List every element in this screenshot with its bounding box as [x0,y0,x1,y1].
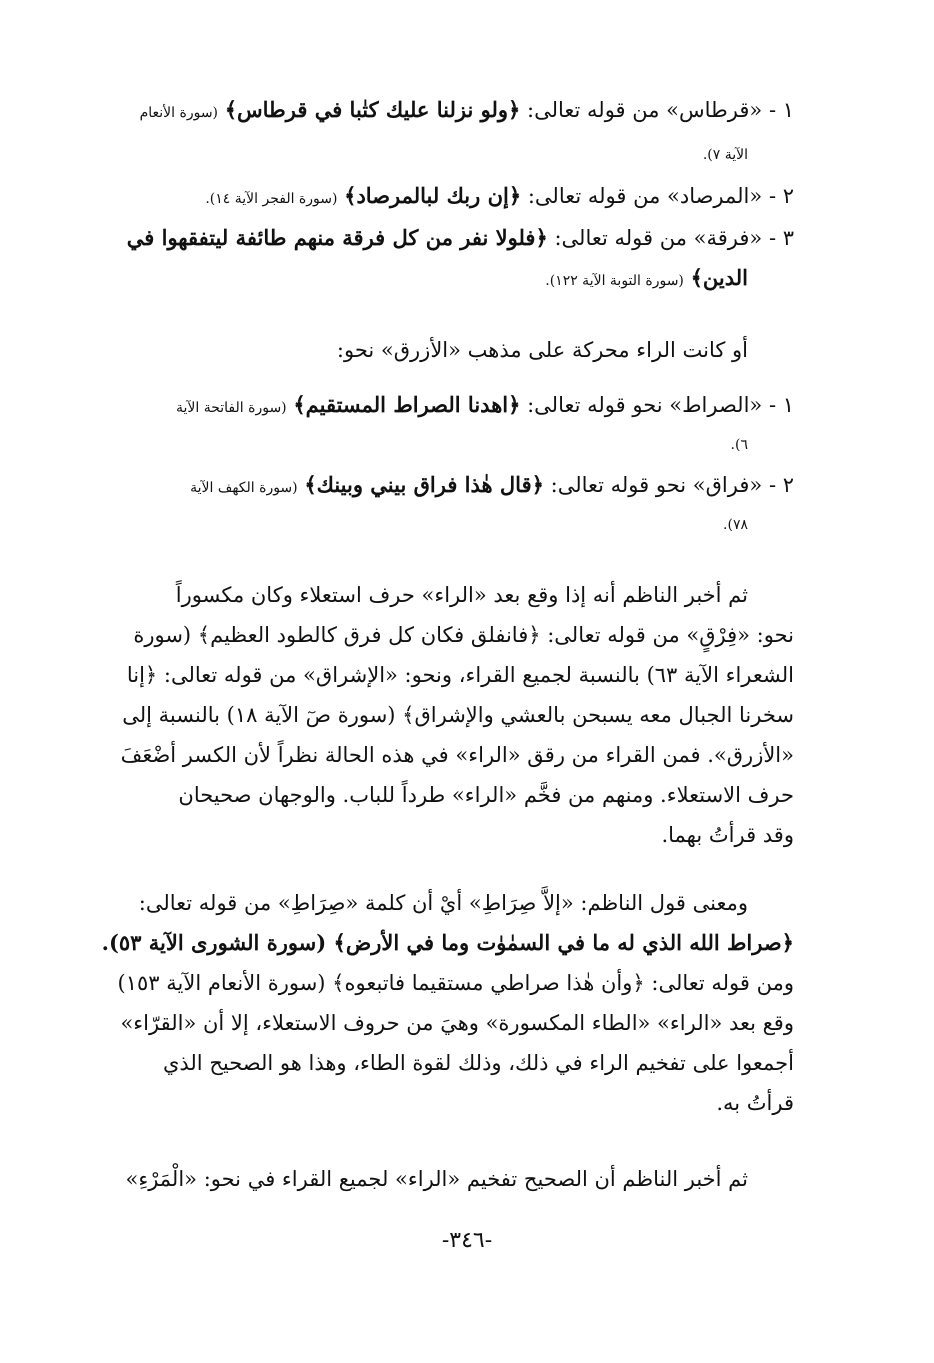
paragraph-line: الشعراء الآية ٦٣) بالنسبة لجميع القراء، ونحو: «الإشراق» من قوله تعالى: ﴿إنا [126,663,794,687]
item-head: «قرطاس» من قوله تعالى: [527,98,763,122]
paragraph-line: وقد قرأتُ بهما. [661,823,794,847]
list-item [104,470,794,503]
verse-reference: (سورة الفاتحة الآية [176,400,287,416]
verse-quote: ﴿إن ربك لبالمرصاد﴾ [344,183,522,208]
paragraph-line: ومعنى قول الناظم: «إلاَّ صِرَاطِ» أيْ أن كلمة «صِرَاطِ» من قوله تعالى: [138,891,748,915]
verse-reference-cont: ٦). [730,437,748,453]
paragraph-line: «الأزرق». فمن القراء من رقق «الراء» في هذه الحالة نظراً لأن الكسر أضْعَفَ [120,743,794,767]
paragraph-line: قرأتُ به. [716,1091,794,1115]
paragraph-line: ومن قوله تعالى: ﴿وأن هٰذا صراطي مستقيما فاتبعوه﴾ (سورة الأنعام الآية ١٥٣) [117,971,794,995]
verse-quote: ﴿قال هٰذا فراق بيني وبينك﴾ [304,472,544,497]
paragraph-line: ثم أخبر الناظم أن الصحيح تفخيم «الراء» لجميع القراء في نحو: «الْمَرْءِ» [125,1167,748,1191]
verse-quote: ﴿اهدنا الصراط المستقيم﴾ [293,392,521,417]
paragraph-line: أجمعوا على تفخيم الراء في ذلك، وذلك لقوة الطاء، وهذا هو الصحيح الذي [162,1051,794,1075]
page-number: -٣٤٦- [441,1228,493,1253]
list-item [104,95,794,128]
item-number: ١ - [768,393,794,417]
list-item-continuation [104,140,794,170]
item-head: «الصراط» نحو قوله تعالى: [527,393,763,417]
intro-text: أو كانت الراء محركة على مذهب «الأزرق» نحو: [336,338,748,362]
paragraph-line: سخرنا الجبال معه يسبحن بالعشي والإشراق﴾ (سورة صٓ الآية ١٨) بالنسبة إلى [122,703,794,727]
item-number: ٢ - [768,184,794,208]
list-item [104,390,794,423]
item-head: «فرقة» من قوله تعالى: [554,226,763,250]
verse-reference: (سورة الكهف الآية [190,480,298,496]
item-head: «المرصاد» من قوله تعالى: [527,184,763,208]
item-number: ٣ - [768,226,794,250]
verse-reference: (سورة التوبة الآية ١٢٢). [545,273,684,289]
paragraph-line: حرف الاستعلاء. ومنهم من فخَّم «الراء» طرداً للباب. والوجهان صحيحان [178,783,794,807]
list-item-continuation [104,430,794,460]
verse-quote: ﴿ولو نزلنا عليك كتٰبا في قرطاس﴾ [224,97,521,122]
verse-quote-cont: الدين﴾ [690,265,748,290]
verse-reference: (سورة الفجر الآية ١٤). [205,191,338,207]
item-head: «فراق» نحو قوله تعالى: [550,473,763,497]
paragraph-line: نحو: «فِرْقٍ» من قوله تعالى: ﴿فانفلق فكان كل فرق كالطود العظيم﴾ (سورة [133,623,794,647]
item-number: ١ - [768,98,794,122]
paragraph-line: ﴿صراط الله الذي له ما في السمٰوٰت وما في الأرض﴾ (سورة الشورى الآية ٥٣). [101,930,794,955]
paragraph-line: ثم أخبر الناظم أنه إذا وقع بعد «الراء» حرف استعلاء وكان مكسوراً [175,583,748,607]
verse-reference-cont: ٧٨). [723,517,748,533]
list-item [104,181,794,214]
verse-quote: ﴿فلولا نفر من كل فرقة منهم طائفة ليتفقهوا في [126,225,548,250]
list-item [104,223,794,253]
list-item-continuation [104,510,794,540]
paragraph-line: وقع بعد «الراء» «الطاء المكسورة» وهيَ من حروف الاستعلاء، إلا أن «القرّاء» [120,1011,794,1035]
verse-reference: (سورة الأنعام [139,105,219,121]
item-number: ٢ - [768,473,794,497]
verse-reference-cont: الآية ٧). [702,147,748,163]
list-item-continuation [104,263,794,296]
